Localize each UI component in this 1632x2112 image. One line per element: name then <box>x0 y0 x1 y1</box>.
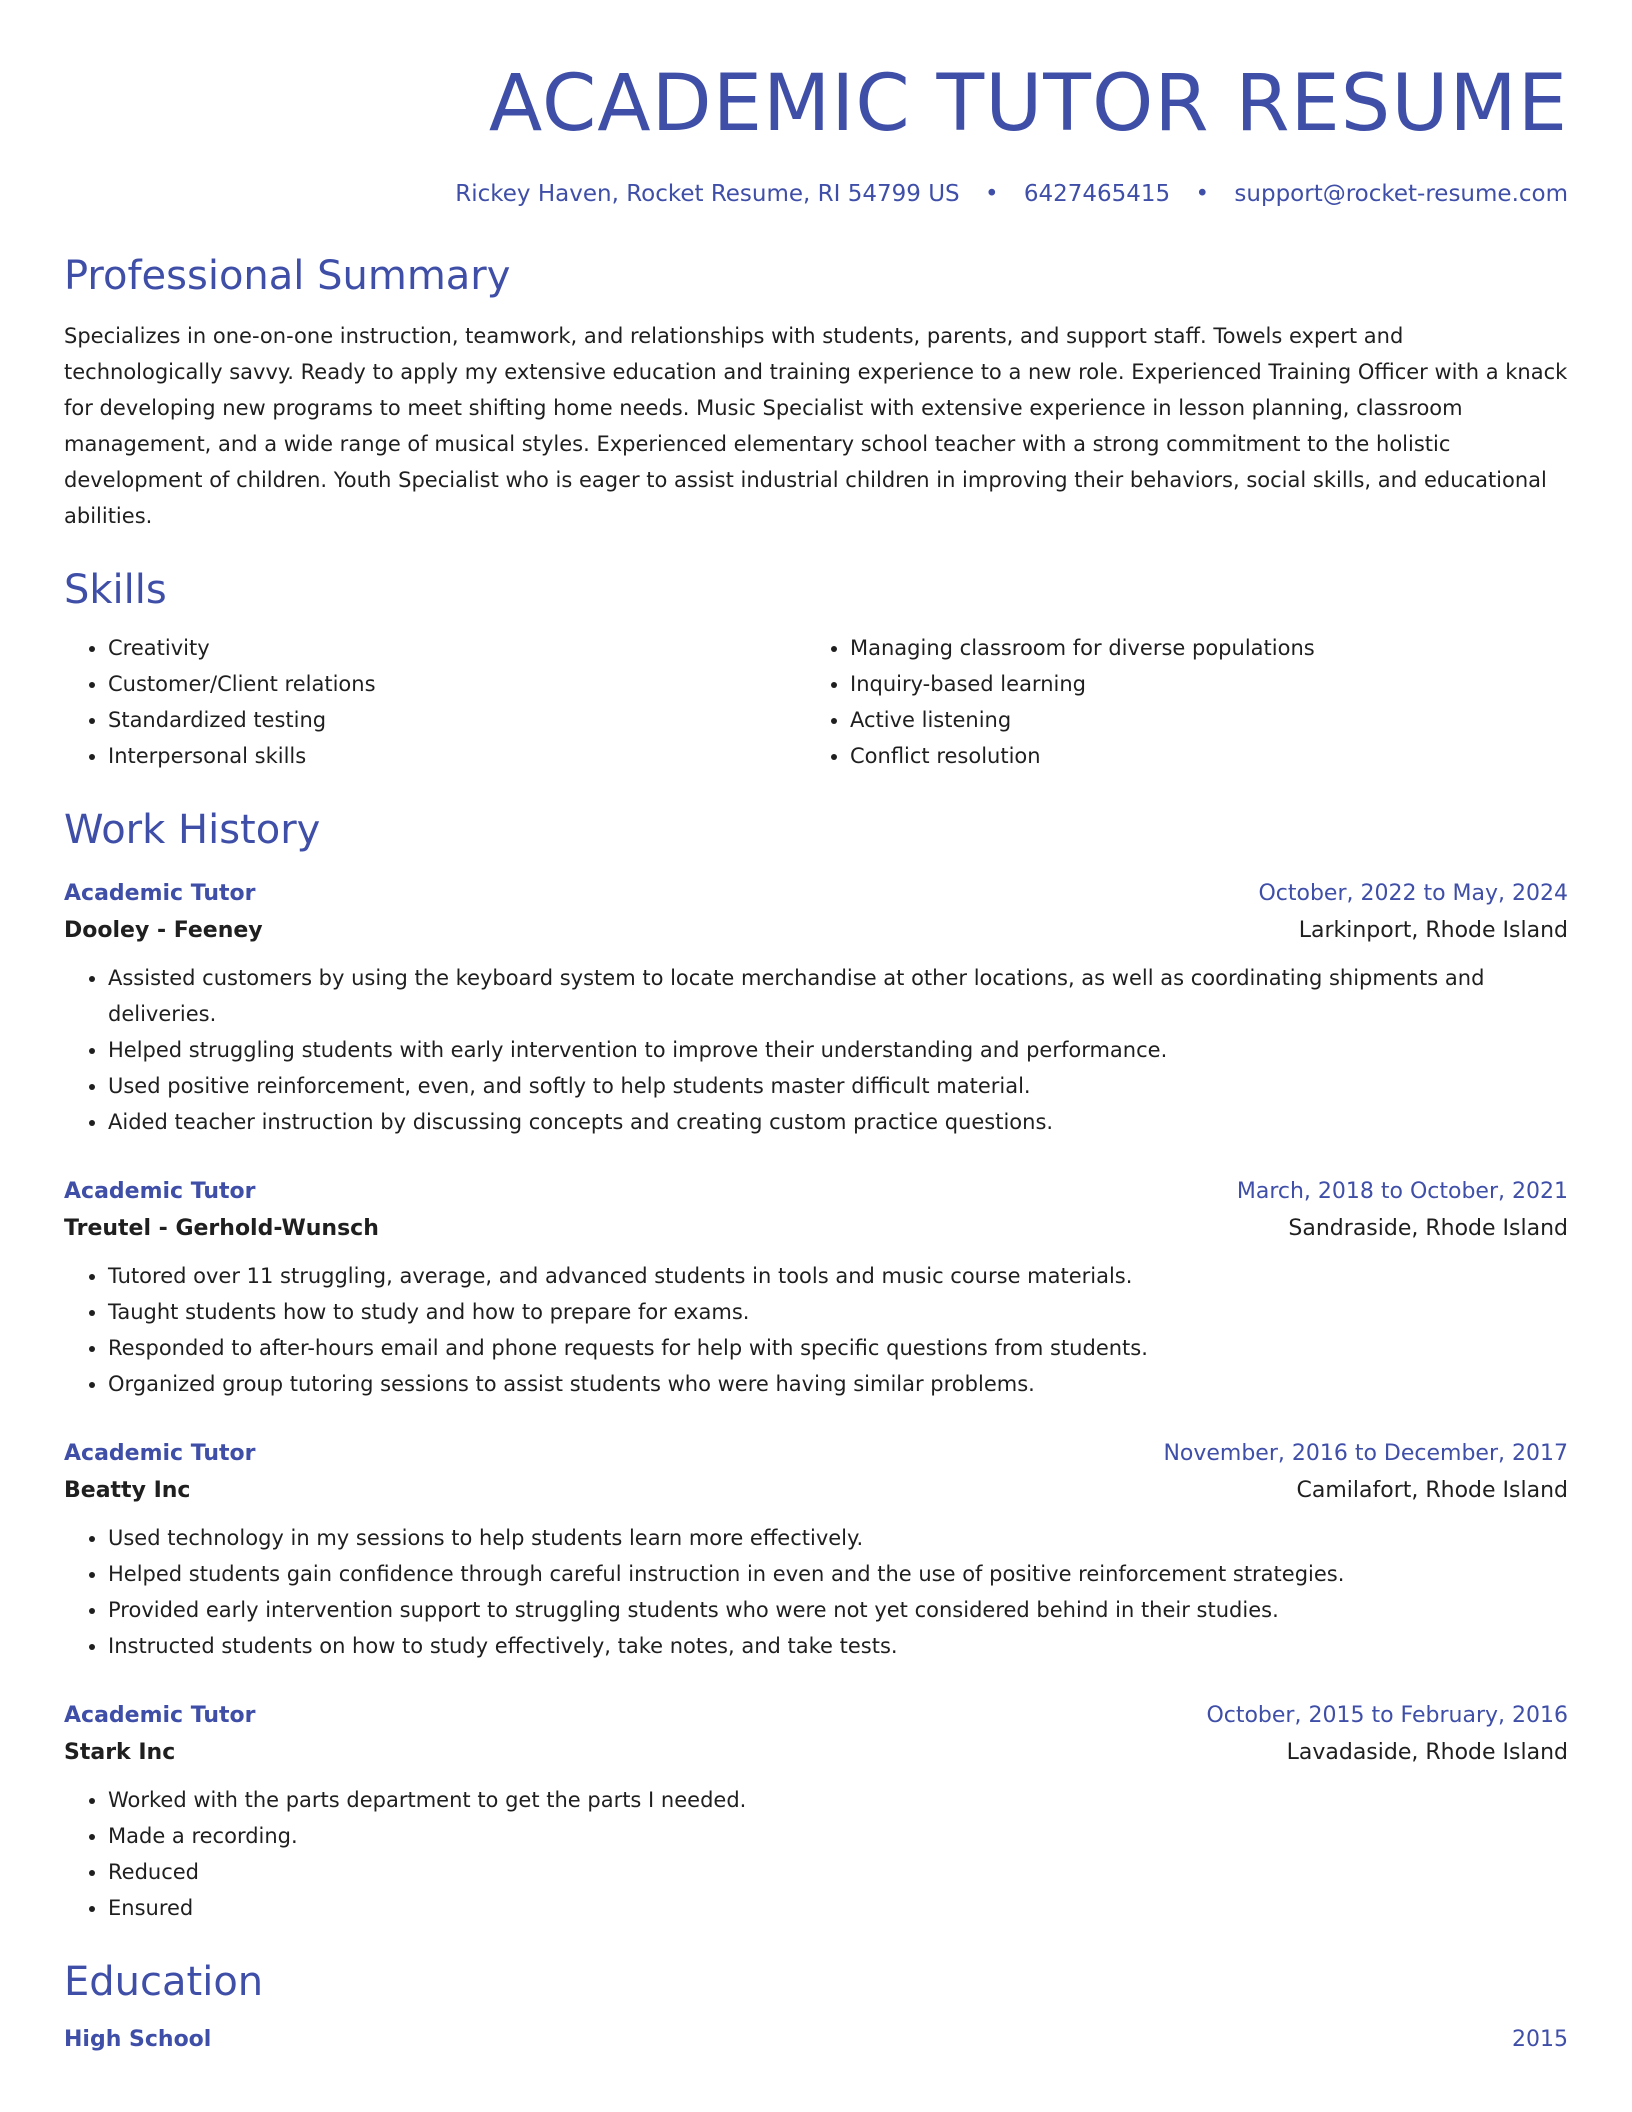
job-title: Academic Tutor <box>64 881 256 906</box>
job-bullet: • Taught students how to study and how to prepare for exams. <box>108 1294 1568 1330</box>
skill-item: • Customer/Client relations <box>108 666 806 702</box>
job-company-row <box>64 1734 1568 1772</box>
work-history-heading: Work History <box>64 807 321 853</box>
skill-item: • Inquiry-based learning <box>850 666 1548 702</box>
job-bullet: • Organized group tutoring sessions to assist students who were having similar problems. <box>108 1366 1568 1402</box>
job-bullet: • Assisted customers by using the keyboard system to locate merchandise at other locations, as well as coordinating shipments and deliveries. <box>108 960 1568 1032</box>
skills-list <box>64 630 1568 774</box>
skill-item: • Standardized testing <box>108 702 806 738</box>
skills-column-left <box>64 630 806 774</box>
job-company: Stark Inc <box>64 1740 176 1765</box>
job-title: Academic Tutor <box>64 1441 256 1466</box>
job-location: Camilafort, Rhode Island <box>1296 1478 1568 1503</box>
job-bullet: • Reduced <box>108 1854 1568 1890</box>
job-bullet: • Helped students gain confidence through careful instruction in even and the use of positive reinforcement strategies. <box>108 1556 1568 1592</box>
job-entry <box>64 1174 1568 1402</box>
job-title: Academic Tutor <box>64 1703 256 1728</box>
job-dates: October, 2022 to May, 2024 <box>1258 881 1568 906</box>
job-bullet: • Responded to after-hours email and phone requests for help with specific questions from students. <box>108 1330 1568 1366</box>
resume-title: ACADEMIC TUTOR RESUME <box>488 59 1568 149</box>
skills-heading: Skills <box>64 567 167 613</box>
job-company: Dooley - Feeney <box>64 918 263 943</box>
contact-email[interactable]: support@rocket-resume.com <box>1234 181 1568 207</box>
job-dates: October, 2015 to February, 2016 <box>1206 1703 1568 1728</box>
job-title: Academic Tutor <box>64 1179 256 1204</box>
contact-phone: 6427465415 <box>1023 181 1171 207</box>
job-location: Larkinport, Rhode Island <box>1298 918 1568 943</box>
job-entry <box>64 1698 1568 1926</box>
job-bullets <box>64 1782 1568 1926</box>
job-entry <box>64 876 1568 1140</box>
job-bullet: • Used technology in my sessions to help students learn more effectively. <box>108 1520 1568 1556</box>
job-dates: March, 2018 to October, 2021 <box>1236 1179 1568 1204</box>
skill-item: • Interpersonal skills <box>108 738 806 774</box>
job-bullet: • Aided teacher instruction by discussing concepts and creating custom practice questions. <box>108 1104 1568 1140</box>
education-heading: Education <box>64 1959 264 2005</box>
job-location: Lavadaside, Rhode Island <box>1286 1740 1568 1765</box>
contact-line <box>64 178 1568 210</box>
resume-page <box>64 0 1568 2058</box>
skill-item: • Conflict resolution <box>850 738 1548 774</box>
job-bullets <box>64 1520 1568 1664</box>
job-company-row <box>64 912 1568 950</box>
job-company: Treutel - Gerhold-Wunsch <box>64 1216 379 1241</box>
job-company-row <box>64 1210 1568 1248</box>
job-header-row <box>64 1436 1568 1472</box>
skill-item: • Creativity <box>108 630 806 666</box>
job-bullet: • Made a recording. <box>108 1818 1568 1854</box>
job-location: Sandraside, Rhode Island <box>1288 1216 1568 1241</box>
education-entry <box>64 2022 1568 2058</box>
skill-item: • Managing classroom for diverse populations <box>850 630 1548 666</box>
job-bullet: • Worked with the parts department to get the parts I needed. <box>108 1782 1568 1818</box>
job-bullet: • Ensured <box>108 1890 1568 1926</box>
summary-text: Specializes in one-on-one instruction, teamwork, and relationships with students, parents, and support staff. Towels expert and technologically savvy. Ready to apply my extensive education and training experience to a new role. Experienced Training Officer with a knack for developing new programs to meet shifting home needs. Music Specialist with extensive experience in lesson planning, classroom management, and a wide range of musical styles. Experienced elementary school teacher with a strong commitment to the holistic development of children. Youth Specialist who is eager to assist industrial children in improving their behaviors, social skills, and educational abilities. <box>64 324 1568 528</box>
contact-separator: • <box>1195 181 1210 207</box>
job-bullet: • Provided early intervention support to struggling students who were not yet considered behind in their studies. <box>108 1592 1568 1628</box>
job-entry <box>64 1436 1568 1664</box>
job-bullet: • Tutored over 11 struggling, average, and advanced students in tools and music course materials. <box>108 1258 1568 1294</box>
education-degree: High School <box>64 2027 212 2052</box>
job-company-row <box>64 1472 1568 1510</box>
job-bullets <box>64 1258 1568 1402</box>
job-bullet: • Instructed students on how to study effectively, take notes, and take tests. <box>108 1628 1568 1664</box>
job-header-row <box>64 1698 1568 1734</box>
job-bullet: • Helped struggling students with early intervention to improve their understanding and performance. <box>108 1032 1568 1068</box>
summary-heading: Professional Summary <box>64 253 511 299</box>
job-bullets <box>64 960 1568 1140</box>
skill-item: • Active listening <box>850 702 1548 738</box>
job-bullet: • Used positive reinforcement, even, and softly to help students master difficult material. <box>108 1068 1568 1104</box>
contact-address: Rickey Haven, Rocket Resume, RI 54799 US <box>455 181 960 207</box>
job-company: Beatty Inc <box>64 1478 191 1503</box>
job-header-row <box>64 876 1568 912</box>
contact-separator: • <box>984 181 999 207</box>
skills-column-right <box>806 630 1548 774</box>
education-year: 2015 <box>1512 2027 1568 2052</box>
job-dates: November, 2016 to December, 2017 <box>1163 1441 1568 1466</box>
job-header-row <box>64 1174 1568 1210</box>
